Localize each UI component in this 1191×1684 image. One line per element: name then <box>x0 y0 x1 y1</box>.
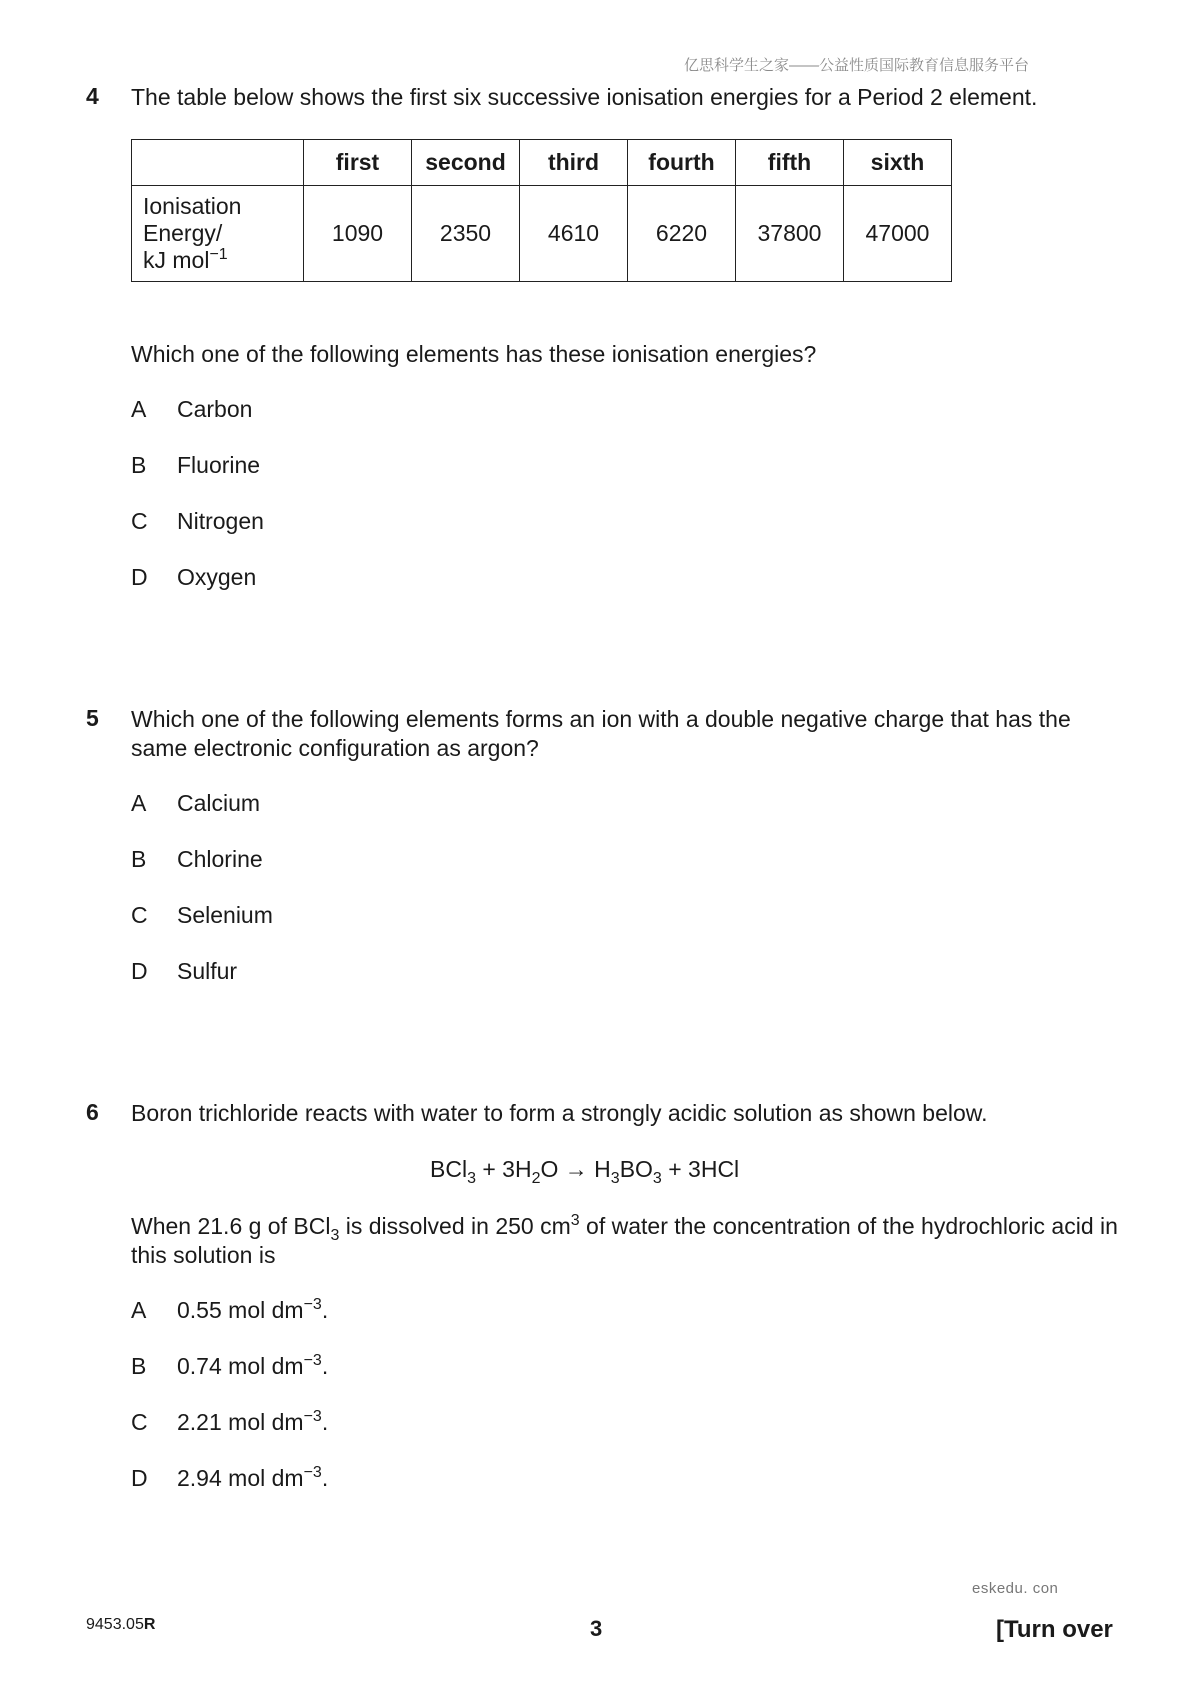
question-number: 5 <box>86 705 99 731</box>
option-d <box>131 1465 328 1492</box>
paper-code-number: 9453.05 <box>86 1616 144 1633</box>
option-text: Selenium <box>177 902 273 928</box>
table-row <box>132 186 952 282</box>
row-label-line: Ionisation <box>143 193 242 219</box>
page-number: 3 <box>590 1616 603 1641</box>
option-letter: C <box>131 902 148 928</box>
option-letter: A <box>131 396 147 422</box>
option-a <box>131 790 260 817</box>
option-superscript: −3 <box>303 1408 322 1425</box>
table-header-cell: third <box>520 140 628 186</box>
option-text: Sulfur <box>177 958 238 984</box>
option-b <box>131 846 263 873</box>
turn-over-label: [Turn over <box>996 1616 1113 1643</box>
option-d <box>131 564 256 591</box>
question-number: 4 <box>86 83 99 109</box>
equation-part: BO <box>619 1156 653 1182</box>
option-end: . <box>321 1353 329 1379</box>
option-letter: D <box>131 958 148 984</box>
option-text: Fluorine <box>177 452 261 478</box>
watermark-text: 亿思科学生之家——公益性质国际教育信息服务平台 <box>684 57 1030 74</box>
option-text: Chlorine <box>177 846 263 872</box>
ionisation-energy-table <box>131 139 952 282</box>
option-d <box>131 958 237 985</box>
table-header-cell: sixth <box>844 140 952 186</box>
table-row-label <box>132 186 304 282</box>
option-letter: B <box>131 1353 147 1379</box>
option-text: 2.21 mol dm <box>177 1409 304 1435</box>
option-letter: B <box>131 452 147 478</box>
equation-part: + 3H <box>475 1156 532 1182</box>
option-end: . <box>321 1297 329 1323</box>
question-number: 6 <box>86 1099 99 1125</box>
option-text: Oxygen <box>177 564 257 590</box>
option-end: . <box>321 1409 329 1435</box>
table-header-row <box>132 140 952 186</box>
option-a <box>131 1297 328 1324</box>
table-cell: 47000 <box>844 186 952 282</box>
option-letter: B <box>131 846 147 872</box>
equation-subscript: 3 <box>467 1170 476 1187</box>
prompt-part: is dissolved in 250 cm <box>339 1213 571 1239</box>
question-prompt <box>131 1212 1131 1270</box>
equation-part: O → H <box>540 1156 611 1182</box>
table-header-cell: fifth <box>736 140 844 186</box>
prompt-part: of water the concentration of the hydrochloric acid in this solution is <box>131 1213 1118 1268</box>
site-watermark: eskedu. con <box>972 1580 1059 1597</box>
prompt-superscript: 3 <box>570 1212 580 1229</box>
table-cell: 6220 <box>628 186 736 282</box>
row-label-line: kJ mol <box>143 247 210 273</box>
question-text: Boron trichloride reacts with water to form a strongly acidic solution as shown below. <box>131 1100 988 1126</box>
table-header-cell: first <box>304 140 412 186</box>
option-letter: A <box>131 790 147 816</box>
option-end: . <box>321 1465 329 1491</box>
option-a <box>131 396 252 423</box>
option-b <box>131 1353 328 1380</box>
option-superscript: −3 <box>303 1352 322 1369</box>
option-superscript: −3 <box>303 1296 322 1313</box>
option-c <box>131 902 273 929</box>
option-letter: C <box>131 1409 148 1435</box>
question-text: The table below shows the first six successive ionisation energies for a Period 2 element. <box>131 84 1038 110</box>
option-letter: D <box>131 1465 148 1491</box>
option-c <box>131 1409 328 1436</box>
option-letter: D <box>131 564 148 590</box>
table-header-cell: fourth <box>628 140 736 186</box>
option-superscript: −3 <box>303 1464 322 1481</box>
option-text: Nitrogen <box>177 508 264 534</box>
table-cell: 2350 <box>412 186 520 282</box>
equation-subscript: 2 <box>531 1170 541 1187</box>
prompt-part: When 21.6 g of BCl <box>131 1213 331 1239</box>
option-text: Calcium <box>177 790 261 816</box>
row-label-superscript: −1 <box>209 246 228 263</box>
option-text: 2.94 mol dm <box>177 1465 304 1491</box>
option-letter: C <box>131 508 148 534</box>
equation-part: + 3HCl <box>661 1156 740 1182</box>
equation-subscript: 3 <box>610 1170 620 1187</box>
option-text: 0.74 mol dm <box>177 1353 304 1379</box>
option-b <box>131 452 260 479</box>
chemical-equation <box>430 1156 740 1187</box>
option-text: Carbon <box>177 396 253 422</box>
paper-code-suffix: R <box>143 1616 156 1633</box>
question-prompt: Which one of the following elements has these ionisation energies? <box>131 341 817 367</box>
prompt-subscript: 3 <box>330 1227 340 1244</box>
table-cell: 1090 <box>304 186 412 282</box>
row-label-line: Energy/ <box>143 220 223 246</box>
equation-subscript: 3 <box>652 1170 662 1187</box>
table-cell: 4610 <box>520 186 628 282</box>
table-corner-cell <box>132 140 304 186</box>
paper-code <box>86 1616 155 1634</box>
equation-part: BCl <box>430 1156 468 1182</box>
option-letter: A <box>131 1297 147 1323</box>
option-text: 0.55 mol dm <box>177 1297 304 1323</box>
question-text: Which one of the following elements forms an ion with a double negative charge that has the same electronic configuration as argon? <box>131 706 1071 761</box>
option-c <box>131 508 264 535</box>
table-header-cell: second <box>412 140 520 186</box>
table-cell: 37800 <box>736 186 844 282</box>
